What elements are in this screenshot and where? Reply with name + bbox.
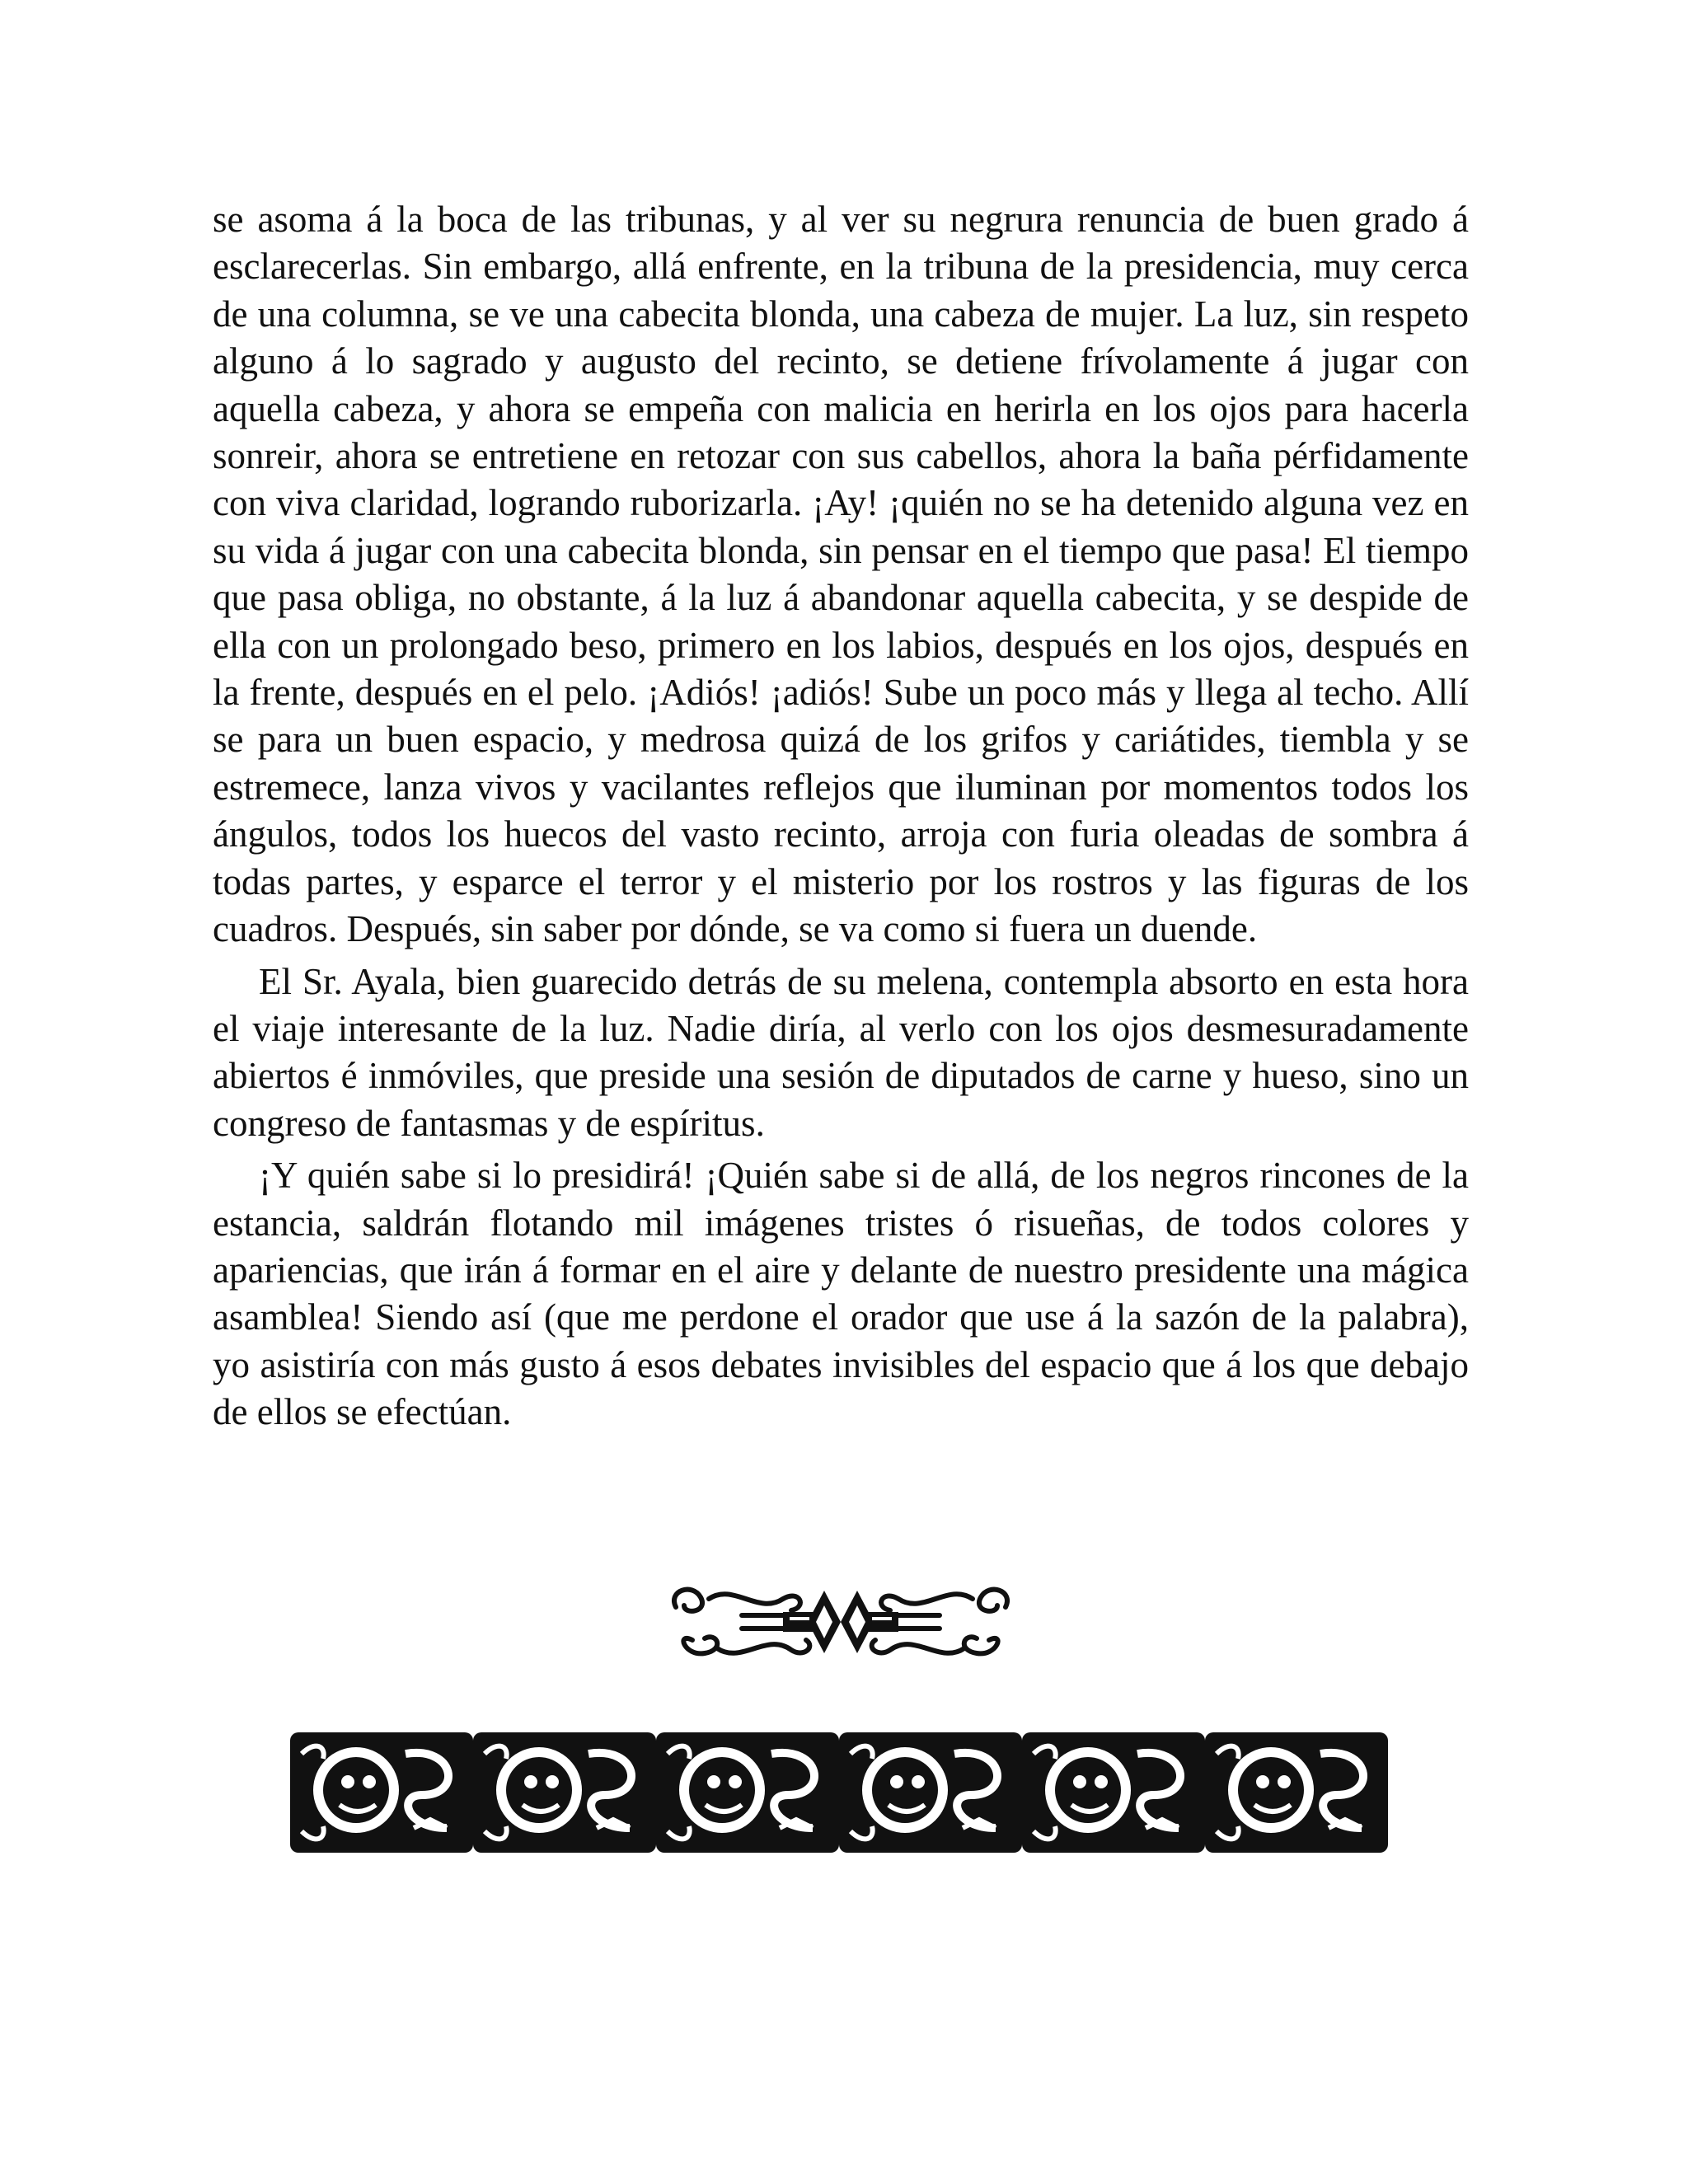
paragraph-1: se asoma á la boca de las tribunas, y al ver su negrura renuncia de buen grado á esclarecerlas. Sin embargo, allá enfrente, en la tribuna de la presidencia, muy cerca de una columna, se ve una cabecita blonda, una cabeza de mujer. La luz, sin respeto alguno á lo sagrado y augusto del recinto, se detiene frívolamente á jugar con aquella cabeza, y ahora se empeña con malicia en herirla en los ojos para hacerla sonreir, ahora se entretiene en retozar con sus cabellos, ahora la baña pérfidamente con viva claridad, logrando ruborizarla. ¡Ay! ¡quién no se ha detenido alguna vez en su vida á jugar con una cabecita blonda, sin pensar en el tiempo que pasa! El tiempo que pasa obliga, no obstante, á la luz á abandonar aquella cabecita, y se despide de ella con un prolongado beso, primero en los labios, después en los ojos, después en la frente, después en el pelo. ¡Adiós! ¡adiós! Sube un poco más y llega al techo. Allí se para un buen espacio, y medrosa quizá de los grifos y cariátides, tiembla y se estremece, lanza vivos y vacilantes reflejos que iluminan por momentos todos los ángulos, todos los huecos del vasto recinto, arroja con furia oleadas de sombra á todas partes, y esparce el terror y el misterio por los rostros y las figuras de los cuadros. Después, sin saber por dónde, se va como si fuera un duende. bbox=[213, 199, 1469, 950]
page-body-text bbox=[213, 196, 1469, 1436]
paragraph-2: El Sr. Ayala, bien guarecido detrás de su melena, contempla absorto en esta hora el viaje interesante de la luz. Nadie diría, al verlo con los ojos desmesuradamente abiertos é inmóviles, que preside una sesión de diputados de carne y hueso, sino un congreso de fantasmas y de espíritus. bbox=[213, 960, 1469, 1144]
paragraph-3: ¡Y quién sabe si lo presidirá! ¡Quién sabe si de allá, de los negros rincones de la estancia, saldrán flotando mil imágenes tristes ó risueñas, de todos colores y apariencias, que irán á formar en el aire y delante de nuestro presidente una mágica asamblea! Siendo así (que me perdone el orador que use á la sazón de la palabra), yo asistiría con más gusto á esos debates invisibles del espacio que á los que debajo de ellos se efectúan. bbox=[213, 1155, 1469, 1433]
ornamental-lion-border-icon bbox=[290, 1729, 1390, 1856]
ornamental-scroll-icon bbox=[659, 1574, 1022, 1671]
